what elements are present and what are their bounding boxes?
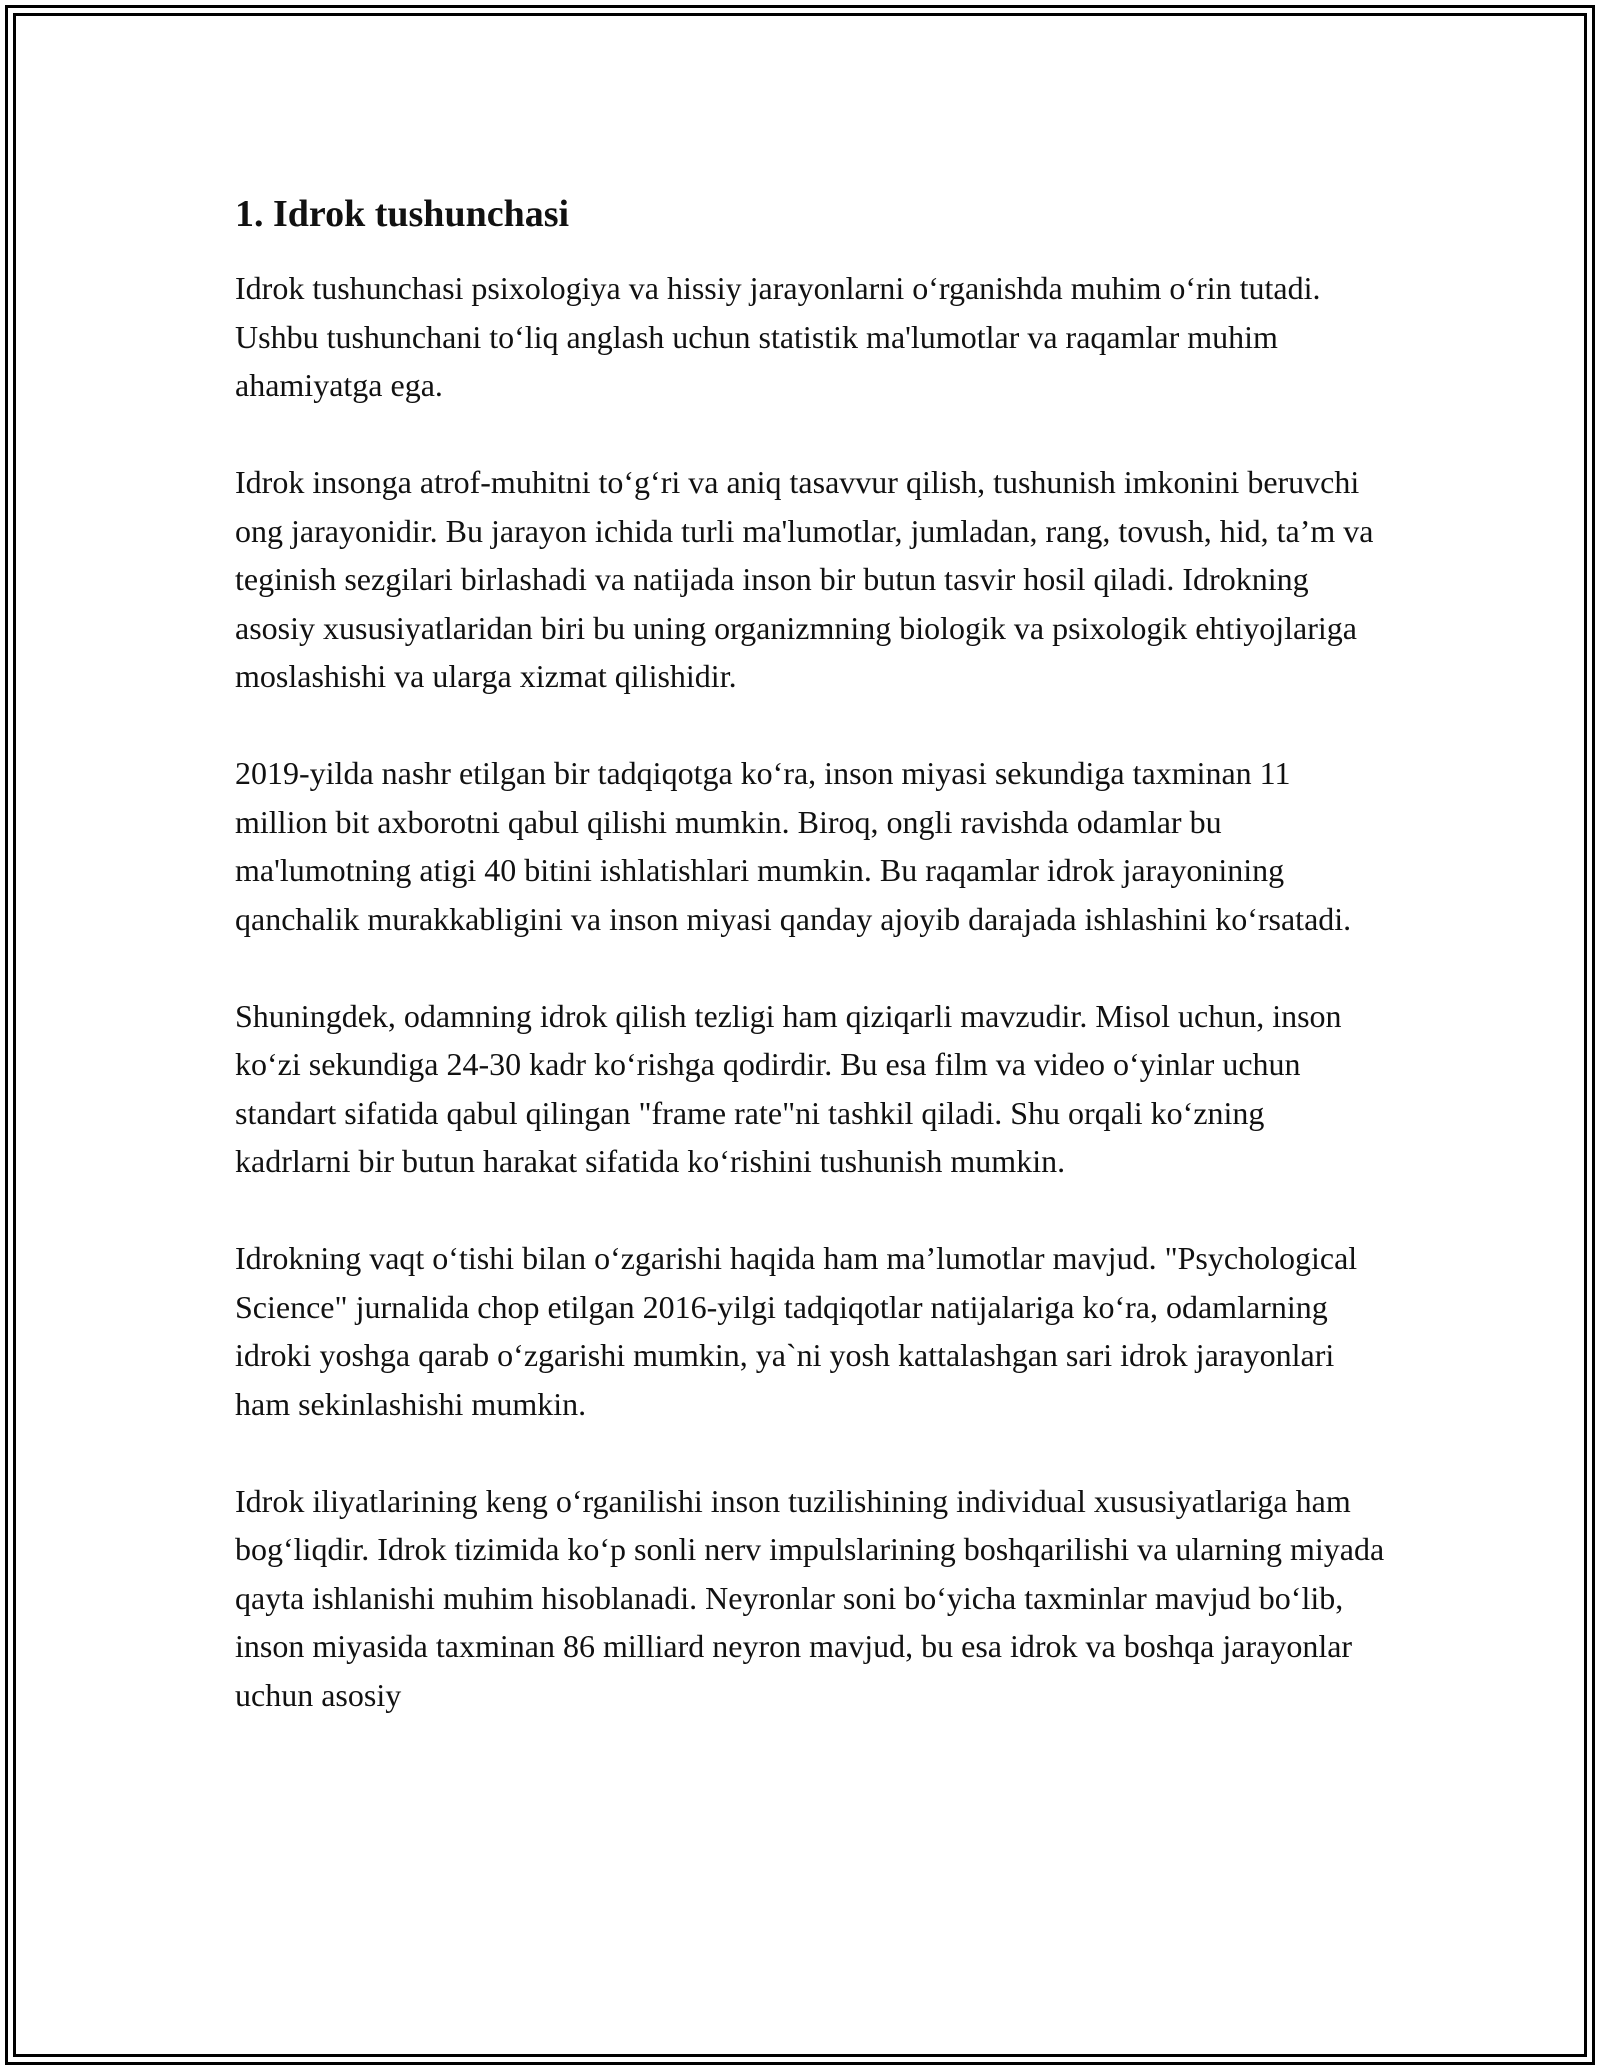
paragraph-2: Idrok insonga atrof-muhitni toʻgʻri va aniq tasavvur qilish, tushunish imkonini beruvchi ong jarayonidir. Bu jarayon ichida turli ma'lumotlar, jumladan, rang, tovush, hid, ta’m va teginish sezgilari birlashadi va natijada inson bir butun tasvir hosil qiladi. Idrokning asosiy xususiyatlaridan biri bu uning organizmning biologik va psixologik ehtiyojlariga moslashishi va ularga xizmat qilishidir. <box>235 464 1374 694</box>
paragraph-5: Idrokning vaqt oʻtishi bilan oʻzgarishi haqida ham ma’lumotlar mavjud. "Psychological Science" jurnalida chop etilgan 2016-yilgi tadqiqotlar natijalariga koʻra, odamlarning idroki yoshga qarab oʻzgarishi mumkin, ya`ni yosh kattalashgan sari idrok jarayonlari ham sekinlashishi mumkin. <box>235 1240 1358 1422</box>
section-heading: 1. Idrok tushunchasi <box>235 193 570 235</box>
paragraph-6: Idrok iliyatlarining keng oʻrganilishi inson tuzilishining individual xususiyatlariga ham bogʻliqdir. Idrok tizimida koʻp sonli nerv impulslarining boshqarilishi va ularning miyada qayta ishlanishi muhim hisoblanadi. Neyronlar soni boʻyicha taxminlar mavjud boʻlib, inson miyasida taxminan 86 milliard neyron mavjud, bu esa idrok va boshqa jarayonlar uchun asosiy <box>235 1482 1385 1713</box>
paragraph-1: Idrok tushunchasi psixologiya va hissiy jarayonlarni oʻrganishda muhim oʻrin tutadi. Ushbu tushunchani toʻliq anglash uchun statistik ma'lumotlar va raqamlar muhim ahamiyatga ega. <box>235 270 1321 403</box>
paragraph-4: Shuningdek, odamning idrok qilish tezligi ham qiziqarli mavzudir. Misol uchun, inson koʻzi sekundiga 24-30 kadr koʻrishga qodirdir. Bu esa film va video oʻyinlar uchun standart sifatida qabul qilingan "frame rate"ni tashkil qiladi. Shu orqali koʻzning kadrlarni bir butun harakat sifatida koʻrishini tushunish mumkin. <box>235 997 1342 1179</box>
document-body <box>235 186 1385 1768</box>
paragraph-3: 2019-yilda nashr etilgan bir tadqiqotga koʻra, inson miyasi sekundiga taxminan 11 million bit axborotni qabul qilishi mumkin. Biroq, ongli ravishda odamlar bu ma'lumotning atigi 40 bitini ishlatishlari mumkin. Bu raqamlar idrok jarayonining qanchalik murakkabligini va inson miyasi qanday ajoyib darajada ishlashini koʻrsatadi. <box>235 755 1352 937</box>
